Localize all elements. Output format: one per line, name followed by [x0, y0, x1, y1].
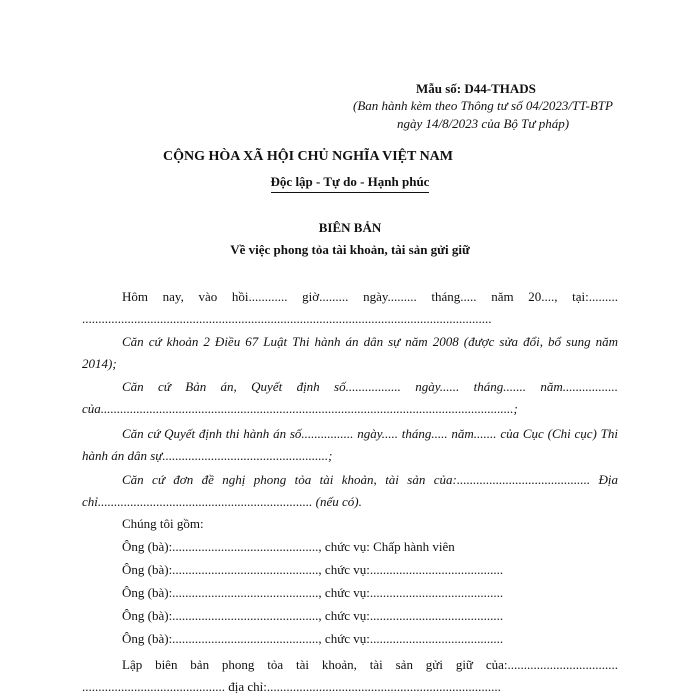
member-line: Ông (bà):............................................., chức vụ:.........................................	[122, 585, 504, 600]
paragraph-judgment: Căn cứ Bản án, Quyết định số................. ngày...... tháng....... năm................. của...............................................................................................................................;	[82, 379, 622, 416]
national-title: CỘNG HÒA XÃ HỘI CHỦ NGHĨA VIỆT NAM	[162, 149, 453, 164]
issuance-note	[338, 97, 628, 133]
paragraph-request: Căn cứ đơn đề nghị phong tỏa tài khoản, tài sản của:......................................... Địa chỉ.................................................................. (nếu có).	[82, 472, 622, 509]
document-title: BIÊN BẢN	[318, 220, 382, 235]
form-code: Mẫu số: D44-THADS	[416, 81, 536, 96]
members-intro: Chúng tôi gồm:	[122, 516, 204, 531]
paragraph-legal-basis: Căn cứ khoản 2 Điều 67 Luật Thi hành án dân sự năm 2008 (được sửa đổi, bổ sung năm 2014);	[82, 334, 622, 371]
member-line: Ông (bà):............................................., chức vụ:.........................................	[122, 631, 504, 646]
issuance-line-1: (Ban hành kèm theo Thông tư số 04/2023/TT-BTP	[353, 98, 613, 113]
member-line: Ông (bà):............................................., chức vụ:.........................................	[122, 608, 504, 623]
issuance-line-2: ngày 14/8/2023 của Bộ Tư pháp)	[396, 116, 570, 131]
member-line: Ông (bà):............................................., chức vụ: Chấp hành viên	[122, 539, 455, 554]
paragraph-decision: Căn cứ Quyết định thi hành án số................ ngày..... tháng..... năm....... của Cục (Chi cục) Thi hành án dân sự...................................................;	[82, 426, 622, 463]
paragraph-draft: Lập biên bản phong tỏa tài khoản, tài sản gửi giữ của:.................................. ............................................ địa chỉ:........................................................................	[82, 657, 622, 694]
motto-text: Độc lập - Tự do - Hạnh phúc	[271, 174, 430, 193]
motto	[0, 174, 700, 193]
paragraph-today: Hôm nay, vào hồi............ giờ......... ngày......... tháng..... năm 20...., tại:......... ..............................................................................................................................	[82, 289, 622, 326]
member-line: Ông (bà):............................................., chức vụ:.........................................	[122, 562, 504, 577]
document-subtitle: Về việc phong tỏa tài khoản, tài sản gửi giữ	[230, 242, 470, 257]
